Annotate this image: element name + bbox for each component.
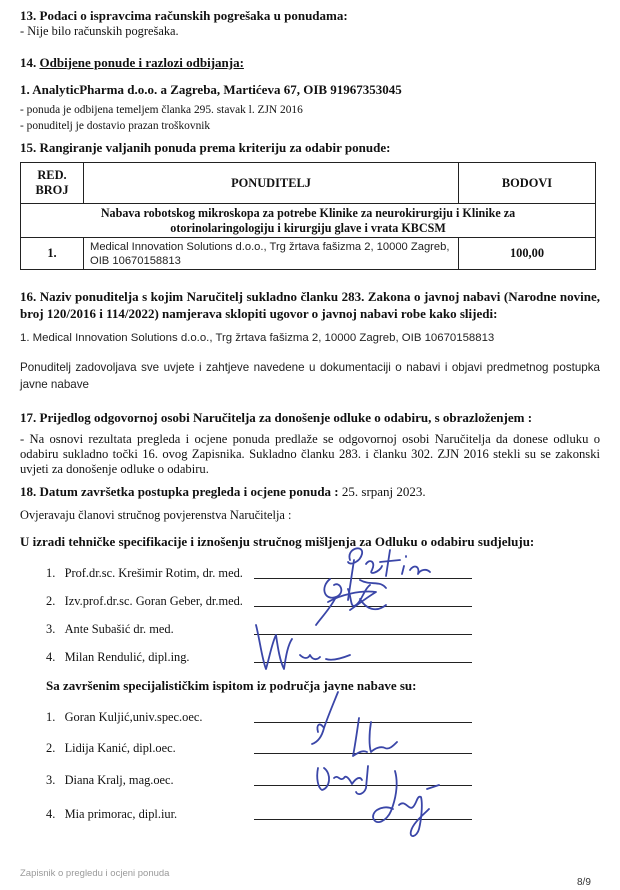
table-header-row [21,163,596,204]
section-13-heading: 13. Podaci o ispravcima računskih pogrešaka u ponudama: [20,8,348,23]
procurement-subject: Nabava robotskog mikroskopa za potrebe Klinike za neurokirurgiju i Klinike za otorinolaringologiju i kirurgiju glave i vrata KBCSM [21,204,596,238]
row-bidder: Medical Innovation Solutions d.o.o., Trg žrtava fašizma 2, 10000 Zagreb, OIB 10670158813 [84,238,459,270]
ranking-table [20,162,596,270]
section-14-title: Odbijene ponude i razlozi odbijanja: [39,55,244,70]
member-item [46,622,174,637]
section-13-bullet: - Nije bilo računskih pogrešaka. [20,24,179,38]
member-number: 3. [46,773,56,787]
header-ponuditelj: PONUDITELJ [84,163,459,204]
footer-doc-title: Zapisnik o pregledu i ocjeni ponuda [20,868,170,879]
member-name: Prof.dr.sc. Krešimir Rotim, dr. med. [64,566,243,580]
member-item [46,566,243,581]
member-number: 2. [46,741,56,755]
group-1-heading: U izradi tehničke specifikacije i iznošenju stručnog mišljenja za Odluku o odabiru sudjeluju: [20,534,535,549]
header-red-broj: RED. BROJ [21,163,84,204]
member-item [46,594,243,609]
section-15-heading: 15. Rangiranje valjanih ponuda prema kriteriju za odabir ponude: [20,140,391,155]
table-subject-row [21,204,596,238]
row-points: 100,00 [459,238,596,270]
completion-date: 25. srpanj 2023. [338,484,426,499]
section-17-text: - Na osnovi rezultata pregleda i ocjene ponuda predlaže se odgovornoj osobi Naručitelja da donese odluku o odabiru sukladno točki 16. ovog Zapisnika. Sukladno članku 283. i članku 302. ZJN 2016 stekli su se zakonski uvjeti za donošenje odluke o odabiru. [20,432,600,476]
member-number: 4. [46,807,56,821]
member-number: 1. [46,566,56,580]
member-name: Diana Kralj, mag.oec. [64,773,174,787]
signature-kanic [345,712,405,762]
member-name: Milan Rendulić, dipl.ing. [64,650,190,664]
member-item [46,710,202,725]
member-number: 1. [46,710,56,724]
row-number: 1. [21,238,84,270]
member-number: 3. [46,622,56,636]
rejection-reason: - ponuda je odbijena temeljem članka 295. stavak l. ZJN 2016 [20,104,303,116]
table-row [21,238,596,270]
group-2-heading: Sa završenim specijalističkim ispitom iz područja javne nabave su: [46,678,417,693]
member-number: 2. [46,594,56,608]
member-item [46,773,174,788]
selection-note: Ponuditelj zadovoljava sve uvjete i zahtjeve navedene u dokumentaciji o nabavi i objavi predmetnog postupka javne nabave [20,361,600,391]
member-name: Lidija Kanić, dipl.oec. [64,741,176,755]
header-bodovi: BODOVI [459,163,596,204]
section-16-heading: 16. Naziv ponuditelja s kojim Naručitelj sukladno članku 283. Zakona o javnoj nabavi (Narodne novine, broj 120/2016 i 114/2022) namjerava sklopiti ugovor o javnoj nabavi robe kako slijedi: [20,289,600,321]
member-name: Goran Kuljić,univ.spec.oec. [64,710,203,724]
rejected-bidder: 1. AnalyticPharma d.o.o. a Zagreba, Martićeva 67, OIB 91967353045 [20,82,402,97]
section-14-heading [20,55,244,71]
section-18-label: 18. Datum završetka postupka pregleda i ocjene ponuda : [20,484,339,499]
signature-primorac [365,765,455,845]
page-number: 8/9 [577,877,591,888]
rejection-reason: - ponuditelj je dostavio prazan troškovnik [20,120,211,132]
member-name: Izv.prof.dr.sc. Goran Geber, dr.med. [64,594,243,608]
member-name: Mia primorac, dipl.iur. [64,807,178,821]
member-number: 4. [46,650,56,664]
section-17-heading: 17. Prijedlog odgovornoj osobi Naručitelja za donošenje odluke o odabiru, s obrazloženjem : [20,410,533,425]
member-item [46,650,190,665]
member-item [46,807,177,822]
verification-note: Ovjeravaju članovi stručnog povjerenstva Naručitelja : [20,508,292,522]
selected-bidder: 1. Medical Innovation Solutions d.o.o., Trg žrtava fašizma 2, 10000 Zagreb, OIB 10670158813 [20,332,495,344]
member-name: Ante Subašić dr. med. [64,622,174,636]
signature-subasic [250,615,360,675]
section-14-number: 14. [20,55,37,70]
member-item [46,741,176,756]
